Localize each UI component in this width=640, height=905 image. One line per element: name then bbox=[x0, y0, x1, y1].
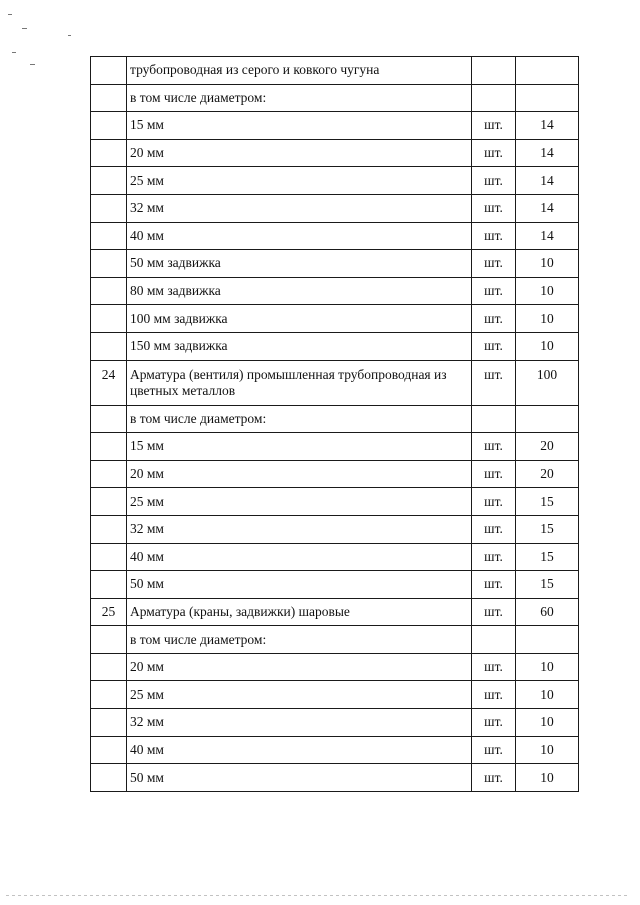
item-name: 20 мм bbox=[127, 653, 472, 681]
table-row bbox=[91, 305, 579, 333]
item-unit: шт. bbox=[472, 332, 516, 360]
item-quantity: 10 bbox=[516, 709, 579, 737]
item-unit: шт. bbox=[472, 112, 516, 140]
row-number bbox=[91, 194, 127, 222]
item-unit: шт. bbox=[472, 681, 516, 709]
item-name: в том числе диаметром: bbox=[127, 405, 472, 433]
item-name: 20 мм bbox=[127, 139, 472, 167]
item-name: 50 мм задвижка bbox=[127, 250, 472, 278]
table-row bbox=[91, 332, 579, 360]
scan-artifact bbox=[12, 52, 16, 53]
item-quantity: 14 bbox=[516, 167, 579, 195]
item-name: 50 мм bbox=[127, 764, 472, 792]
item-quantity: 10 bbox=[516, 736, 579, 764]
scan-artifact bbox=[22, 28, 27, 29]
table-row bbox=[91, 167, 579, 195]
item-name: 40 мм bbox=[127, 543, 472, 571]
row-number bbox=[91, 112, 127, 140]
item-name: трубопроводная из серого и ковкого чугуна bbox=[127, 57, 472, 85]
item-name: 100 мм задвижка bbox=[127, 305, 472, 333]
table-row bbox=[91, 764, 579, 792]
row-number bbox=[91, 736, 127, 764]
table-row bbox=[91, 681, 579, 709]
item-unit bbox=[472, 57, 516, 85]
item-quantity: 15 bbox=[516, 488, 579, 516]
row-number bbox=[91, 709, 127, 737]
row-number bbox=[91, 305, 127, 333]
row-number bbox=[91, 433, 127, 461]
row-number bbox=[91, 57, 127, 85]
scan-artifact bbox=[8, 14, 12, 15]
item-unit: шт. bbox=[472, 598, 516, 626]
specification-table bbox=[90, 56, 579, 792]
table-row bbox=[91, 626, 579, 654]
item-quantity: 14 bbox=[516, 194, 579, 222]
item-unit: шт. bbox=[472, 709, 516, 737]
item-quantity bbox=[516, 57, 579, 85]
scan-artifact-line bbox=[6, 895, 630, 896]
item-quantity: 10 bbox=[516, 305, 579, 333]
item-quantity: 14 bbox=[516, 222, 579, 250]
row-number bbox=[91, 277, 127, 305]
scan-artifact bbox=[30, 64, 35, 65]
item-quantity: 15 bbox=[516, 543, 579, 571]
item-unit: шт. bbox=[472, 736, 516, 764]
item-name: в том числе диаметром: bbox=[127, 84, 472, 112]
table-row bbox=[91, 84, 579, 112]
item-unit: шт. bbox=[472, 277, 516, 305]
item-name: 40 мм bbox=[127, 222, 472, 250]
item-unit: шт. bbox=[472, 194, 516, 222]
item-unit: шт. bbox=[472, 360, 516, 405]
table-row bbox=[91, 194, 579, 222]
item-quantity: 15 bbox=[516, 571, 579, 599]
item-unit: шт. bbox=[472, 139, 516, 167]
table-row bbox=[91, 222, 579, 250]
table-row bbox=[91, 571, 579, 599]
table-row bbox=[91, 250, 579, 278]
item-quantity bbox=[516, 405, 579, 433]
item-quantity: 10 bbox=[516, 250, 579, 278]
table-row bbox=[91, 709, 579, 737]
item-quantity bbox=[516, 84, 579, 112]
item-unit: шт. bbox=[472, 433, 516, 461]
row-number bbox=[91, 543, 127, 571]
table-row bbox=[91, 57, 579, 85]
row-number bbox=[91, 515, 127, 543]
row-number bbox=[91, 626, 127, 654]
table-row bbox=[91, 433, 579, 461]
item-quantity: 10 bbox=[516, 332, 579, 360]
item-name: Арматура (вентиля) промышленная трубопроводная из цветных металлов bbox=[127, 360, 472, 405]
item-quantity: 15 bbox=[516, 515, 579, 543]
item-unit: шт. bbox=[472, 543, 516, 571]
item-unit: шт. bbox=[472, 653, 516, 681]
row-number bbox=[91, 84, 127, 112]
row-number bbox=[91, 571, 127, 599]
item-quantity: 20 bbox=[516, 460, 579, 488]
table-row bbox=[91, 460, 579, 488]
row-number bbox=[91, 460, 127, 488]
row-number bbox=[91, 250, 127, 278]
item-unit: шт. bbox=[472, 250, 516, 278]
item-name: Арматура (краны, задвижки) шаровые bbox=[127, 598, 472, 626]
item-unit: шт. bbox=[472, 488, 516, 516]
item-unit: шт. bbox=[472, 515, 516, 543]
item-name: 15 мм bbox=[127, 433, 472, 461]
item-unit: шт. bbox=[472, 222, 516, 250]
table-row bbox=[91, 277, 579, 305]
scan-artifact bbox=[68, 35, 71, 36]
table-body bbox=[91, 57, 579, 792]
item-name: 32 мм bbox=[127, 515, 472, 543]
item-quantity: 14 bbox=[516, 112, 579, 140]
item-name: 32 мм bbox=[127, 194, 472, 222]
row-number bbox=[91, 405, 127, 433]
item-unit: шт. bbox=[472, 571, 516, 599]
item-name: 32 мм bbox=[127, 709, 472, 737]
item-quantity: 10 bbox=[516, 653, 579, 681]
row-number bbox=[91, 167, 127, 195]
table-row bbox=[91, 488, 579, 516]
table-row bbox=[91, 736, 579, 764]
row-number bbox=[91, 139, 127, 167]
table-row bbox=[91, 515, 579, 543]
item-quantity: 20 bbox=[516, 433, 579, 461]
table-row bbox=[91, 543, 579, 571]
table-row bbox=[91, 112, 579, 140]
row-number bbox=[91, 681, 127, 709]
table-row bbox=[91, 139, 579, 167]
item-quantity: 10 bbox=[516, 277, 579, 305]
item-name: 40 мм bbox=[127, 736, 472, 764]
row-number bbox=[91, 488, 127, 516]
row-number: 24 bbox=[91, 360, 127, 405]
table-row bbox=[91, 405, 579, 433]
row-number: 25 bbox=[91, 598, 127, 626]
item-quantity: 14 bbox=[516, 139, 579, 167]
item-name: 80 мм задвижка bbox=[127, 277, 472, 305]
item-unit: шт. bbox=[472, 460, 516, 488]
item-quantity: 10 bbox=[516, 764, 579, 792]
item-name: 20 мм bbox=[127, 460, 472, 488]
item-name: 25 мм bbox=[127, 681, 472, 709]
item-unit: шт. bbox=[472, 764, 516, 792]
table-row bbox=[91, 653, 579, 681]
item-unit bbox=[472, 405, 516, 433]
row-number bbox=[91, 222, 127, 250]
item-name: 15 мм bbox=[127, 112, 472, 140]
item-quantity: 100 bbox=[516, 360, 579, 405]
row-number bbox=[91, 764, 127, 792]
item-quantity bbox=[516, 626, 579, 654]
item-unit: шт. bbox=[472, 167, 516, 195]
item-unit bbox=[472, 626, 516, 654]
row-number bbox=[91, 332, 127, 360]
item-name: 25 мм bbox=[127, 488, 472, 516]
item-quantity: 10 bbox=[516, 681, 579, 709]
item-name: 150 мм задвижка bbox=[127, 332, 472, 360]
table-row bbox=[91, 360, 579, 405]
item-unit bbox=[472, 84, 516, 112]
item-name: 50 мм bbox=[127, 571, 472, 599]
row-number bbox=[91, 653, 127, 681]
item-name: 25 мм bbox=[127, 167, 472, 195]
item-name: в том числе диаметром: bbox=[127, 626, 472, 654]
item-quantity: 60 bbox=[516, 598, 579, 626]
item-unit: шт. bbox=[472, 305, 516, 333]
table-row bbox=[91, 598, 579, 626]
